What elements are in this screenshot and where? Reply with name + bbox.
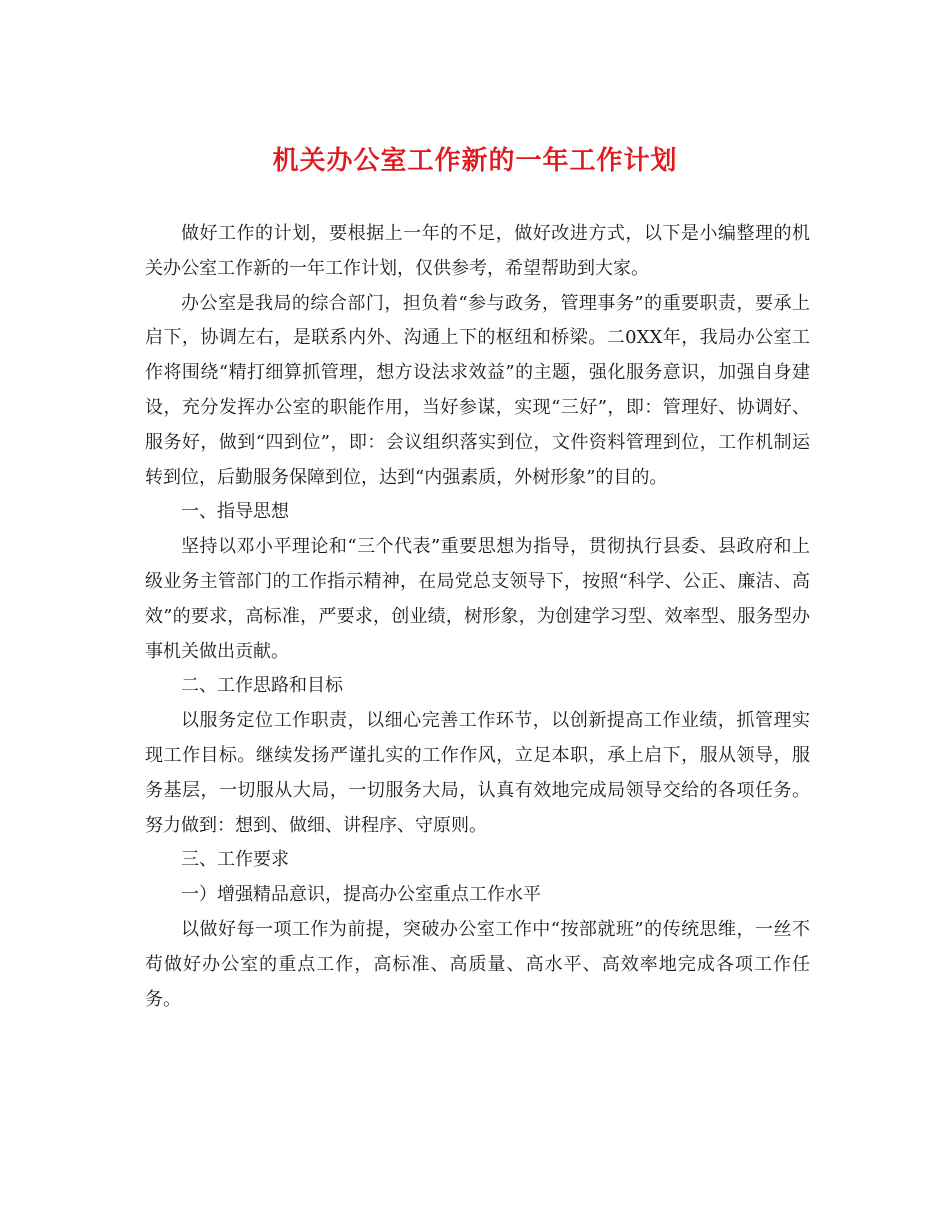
subsection-heading-quality: 一）增强精品意识，提高办公室重点工作水平 bbox=[181, 884, 541, 906]
ideas-goals-paragraph: 以服务定位工作职责，以细心完善工作环节，以创新提高工作业绩，抓管理实现工作目标。继续发扬严谨扎实的工作作风，立足本职，承上启下，服从领导，服务基层，一切服从大局，一切服务大局，认真有效地完成局领导交给的各项任务。努力做到：想到、做细、讲程序、守原则。 bbox=[145, 710, 810, 836]
quality-paragraph: 以做好每一项工作为前提，突破办公室工作中“按部就班”的传统思维，一丝不苟做好办公室的重点工作，高标准、高质量、高水平、高效率地完成各项工作任务。 bbox=[145, 918, 810, 1010]
document-body bbox=[145, 217, 810, 1017]
document-title: 机关办公室工作新的一年工作计划 bbox=[272, 146, 678, 176]
overview-paragraph: 办公室是我局的综合部门，担负着“参与政务，管理事务”的重要职责，要承上启下，协调左右，是联系内外、沟通上下的枢纽和桥梁。二0XX年，我局办公室工作将围绕“精打细算抓管理，想方设法求效益”的主题，强化服务意识，加强自身建设，充分发挥办公室的职能作用，当好参谋，实现“三好”，即：管理好、协调好、服务好，做到“四到位”，即：会议组织落实到位，文件资料管理到位，工作机制运转到位，后勤服务保障到位，达到“内强素质，外树形象”的目的。 bbox=[145, 292, 810, 488]
section-heading-ideas-goals: 二、工作思路和目标 bbox=[181, 675, 343, 697]
guiding-ideology-paragraph: 坚持以邓小平理论和“三个代表”重要思想为指导，贯彻执行县委、县政府和上级业务主管部门的工作指示精神，在局党总支领导下，按照“科学、公正、廉洁、高效”的要求，高标准，严要求，创业绩，树形象，为创建学习型、效率型、服务型办事机关做出贡献。 bbox=[145, 536, 810, 662]
section-heading-requirements: 三、工作要求 bbox=[181, 849, 289, 871]
intro-paragraph: 做好工作的计划，要根据上一年的不足，做好改进方式，以下是小编整理的机关办公室工作新的一年工作计划，仅供参考，希望帮助到大家。 bbox=[145, 223, 810, 279]
section-heading-guiding-ideology: 一、指导思想 bbox=[181, 501, 289, 523]
